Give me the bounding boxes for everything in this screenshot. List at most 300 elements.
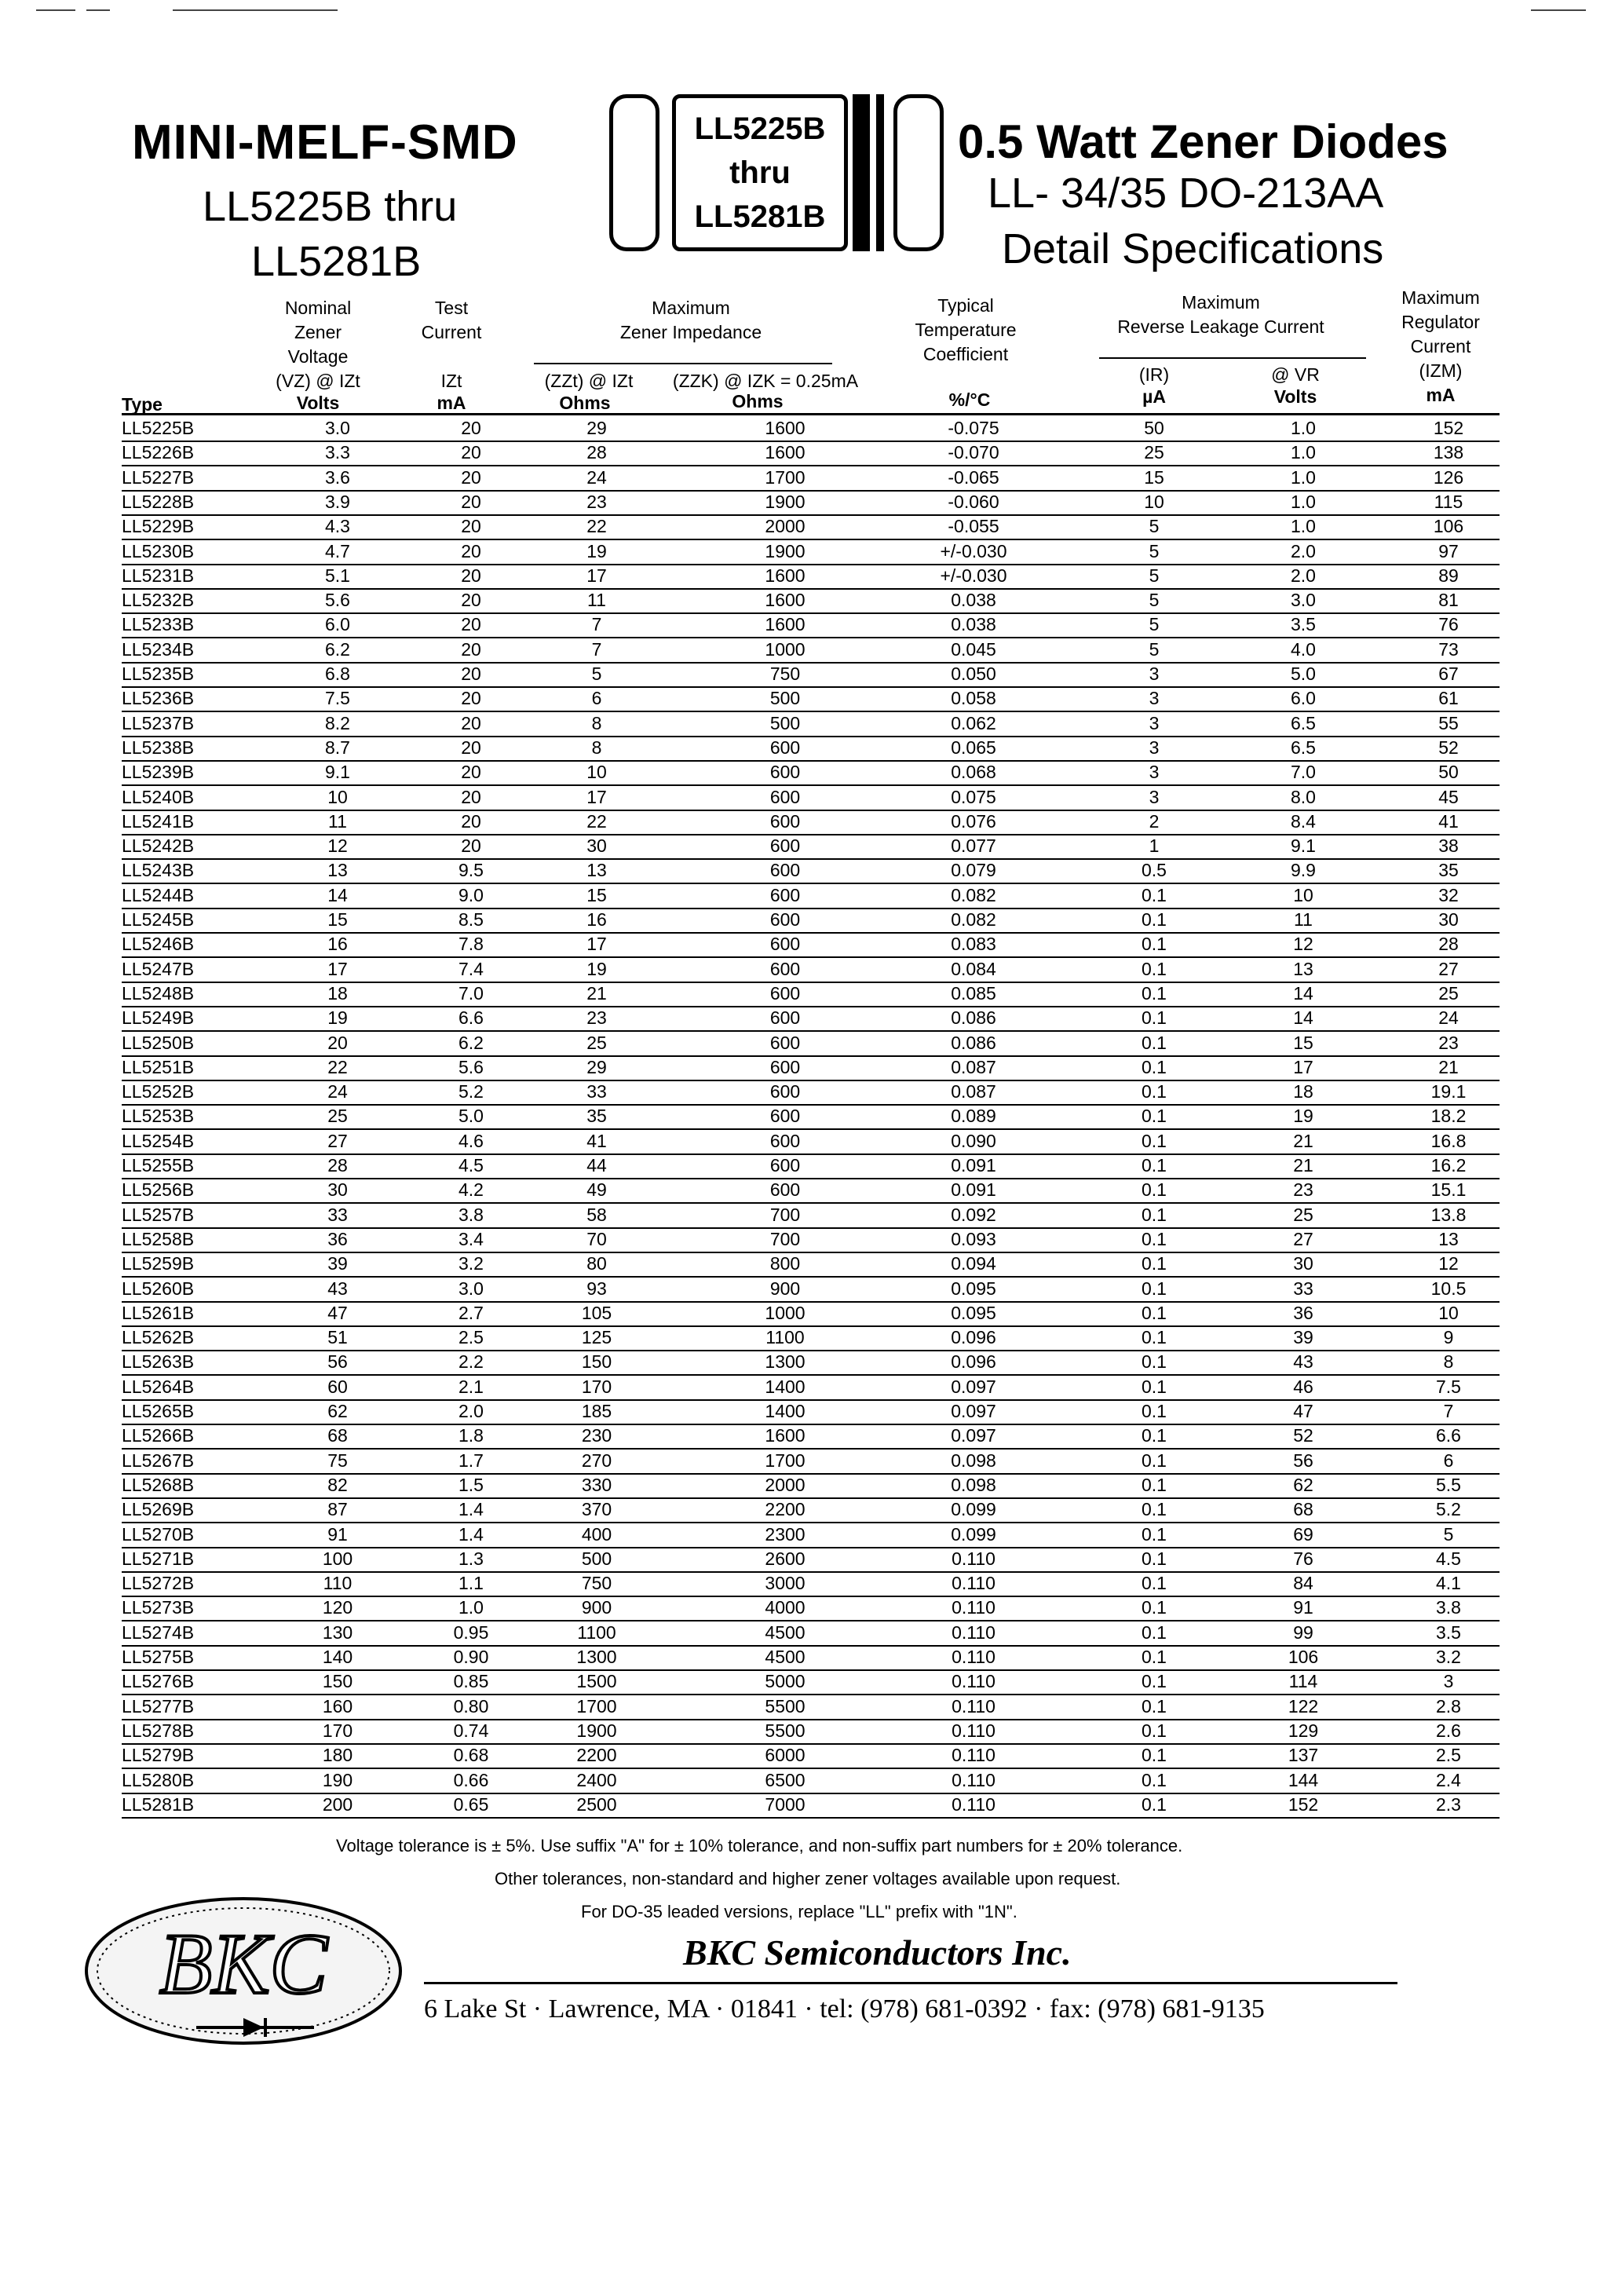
table-row	[122, 982, 1500, 1007]
table-row	[122, 957, 1500, 983]
cell-zzk: 2600	[765, 1548, 806, 1569]
cell-zzk: 1600	[765, 418, 806, 438]
cell-type: LL5269B	[122, 1499, 195, 1520]
cell-reverse-voltage: 2.0	[1291, 565, 1316, 586]
cell-test-current: 20	[461, 810, 481, 832]
cell-regulator-current: 38	[1438, 835, 1459, 857]
header-max-reverse: Maximum Reverse Leakage Current	[1117, 292, 1324, 337]
cell-regulator-current: 9	[1443, 1327, 1454, 1348]
cell-reverse-current: 5	[1149, 590, 1160, 611]
cell-temp-coeff: 0.098	[951, 1474, 996, 1495]
cell-zzk: 600	[769, 737, 801, 758]
cell-zzk: 500	[769, 712, 801, 733]
cell-zzk: 700	[769, 1204, 801, 1225]
cell-temp-coeff: 0.086	[951, 1032, 996, 1053]
diode-band	[876, 94, 884, 251]
diode-cap-left	[609, 94, 659, 251]
cell-zzt: 2400	[576, 1769, 617, 1790]
cell-zener-voltage: 8.7	[325, 737, 350, 758]
cell-regulator-current: 4.5	[1436, 1548, 1461, 1569]
header-nominal: Nominal Zener Voltage (VZ) @ IZt	[276, 298, 360, 391]
cell-temp-coeff: 0.097	[951, 1401, 996, 1421]
cell-zzt: 28	[586, 442, 607, 463]
cell-zzk: 6000	[765, 1745, 806, 1766]
cell-type: LL5272B	[122, 1573, 195, 1594]
cell-regulator-current: 50	[1438, 762, 1459, 783]
cell-type: LL5238B	[122, 737, 195, 758]
cell-zener-voltage: 56	[327, 1351, 348, 1373]
cell-reverse-current: 5	[1149, 565, 1160, 586]
cell-reverse-voltage: 4.0	[1291, 638, 1316, 660]
cell-zzt: 185	[581, 1401, 612, 1421]
cell-type: LL5225B	[122, 418, 195, 438]
cell-reverse-current: 1	[1149, 835, 1160, 857]
cell-reverse-current: 0.1	[1142, 1647, 1167, 1667]
cell-temp-coeff: 0.082	[951, 884, 996, 905]
cell-reverse-current: 0.1	[1142, 1056, 1167, 1077]
cell-reverse-current: 3	[1149, 786, 1160, 807]
cell-zzk: 6500	[765, 1769, 806, 1790]
cell-zzk: 1000	[765, 638, 806, 660]
cell-type: LL5267B	[122, 1450, 195, 1471]
cell-reverse-voltage: 1.0	[1291, 466, 1316, 488]
cell-reverse-current: 0.1	[1142, 884, 1167, 905]
scan-mark	[86, 9, 110, 11]
cell-zzt: 330	[581, 1474, 612, 1495]
scan-mark	[173, 9, 338, 11]
cell-regulator-current: 3	[1443, 1671, 1454, 1692]
cell-zzt: 25	[586, 1032, 607, 1053]
cell-temp-coeff: 0.110	[952, 1621, 995, 1643]
cell-reverse-voltage: 114	[1288, 1671, 1318, 1692]
cell-reverse-current: 0.1	[1142, 1228, 1167, 1249]
cell-zzt: 230	[581, 1425, 612, 1446]
cell-type: LL5273B	[122, 1597, 195, 1618]
cell-temp-coeff: -0.065	[948, 466, 999, 488]
header-type: Type	[122, 394, 163, 415]
table-row	[122, 1252, 1500, 1278]
cell-type: LL5247B	[122, 958, 195, 979]
unit-ma: mA	[1426, 385, 1456, 405]
table-row	[122, 1523, 1500, 1548]
cell-zener-voltage: 28	[327, 1155, 348, 1175]
cell-type: LL5256B	[122, 1179, 195, 1201]
cell-regulator-current: 8	[1443, 1351, 1454, 1373]
cell-type: LL5243B	[122, 860, 195, 881]
cell-zzk: 3000	[765, 1573, 806, 1594]
table-row	[122, 416, 1500, 442]
cell-zzk: 2200	[765, 1499, 806, 1520]
cell-zzk: 1600	[765, 614, 806, 635]
cell-test-current: 0.85	[453, 1671, 489, 1692]
cell-regulator-current: 73	[1438, 638, 1459, 660]
cell-zener-voltage: 9.1	[325, 762, 350, 783]
table-row	[122, 1104, 1500, 1130]
cell-type: LL5259B	[122, 1253, 195, 1274]
cell-zzk: 2300	[765, 1523, 806, 1545]
cell-regulator-current: 2.4	[1436, 1769, 1461, 1790]
cell-temp-coeff: 0.099	[951, 1523, 996, 1545]
cell-reverse-current: 5	[1149, 540, 1160, 561]
cell-temp-coeff: 0.079	[951, 860, 996, 881]
cell-temp-coeff: +/-0.030	[940, 565, 1007, 586]
table-row	[122, 1055, 1500, 1081]
cell-type: LL5242B	[122, 835, 195, 857]
cell-test-current: 20	[461, 418, 481, 438]
cell-temp-coeff: 0.082	[951, 909, 996, 930]
cell-test-current: 9.5	[458, 860, 484, 881]
cell-temp-coeff: 0.090	[951, 1130, 996, 1151]
cell-regulator-current: 3.2	[1436, 1647, 1461, 1667]
cell-test-current: 8.5	[458, 909, 484, 930]
cell-zzk: 4000	[765, 1597, 806, 1618]
cell-zener-voltage: 51	[327, 1327, 348, 1348]
cell-regulator-current: 5.2	[1436, 1499, 1461, 1520]
cell-regulator-current: 97	[1438, 540, 1459, 561]
cell-test-current: 20	[461, 565, 481, 586]
cell-zzk: 600	[769, 1179, 801, 1201]
cell-type: LL5270B	[122, 1523, 195, 1545]
table-row	[122, 1473, 1500, 1499]
cell-reverse-voltage: 106	[1288, 1647, 1319, 1667]
cell-zzt: 16	[586, 909, 607, 930]
cell-zener-voltage: 190	[322, 1769, 353, 1790]
cell-zzt: 500	[581, 1548, 612, 1569]
cell-test-current: 0.66	[453, 1769, 489, 1790]
cell-zener-voltage: 25	[327, 1106, 348, 1127]
unit-ohms: Ohms	[732, 391, 784, 411]
cell-reverse-voltage: 152	[1288, 1793, 1319, 1815]
cell-zzk: 1300	[765, 1351, 806, 1373]
cell-reverse-voltage: 30	[1293, 1253, 1313, 1274]
reverse-rule	[1099, 357, 1366, 359]
cell-regulator-current: 7	[1443, 1401, 1454, 1421]
cell-zzt: 29	[586, 1056, 607, 1077]
cell-zener-voltage: 82	[327, 1474, 348, 1495]
cell-reverse-voltage: 3.0	[1291, 590, 1316, 611]
cell-zener-voltage: 4.3	[325, 516, 350, 537]
cell-zener-voltage: 6.8	[325, 664, 350, 684]
cell-regulator-current: 10	[1438, 1302, 1459, 1323]
cell-regulator-current: 52	[1438, 737, 1459, 758]
cell-temp-coeff: -0.070	[948, 442, 999, 463]
cell-regulator-current: 7.5	[1436, 1376, 1461, 1397]
cell-test-current: 20	[461, 762, 481, 783]
cell-temp-coeff: 0.096	[951, 1351, 996, 1373]
table-row	[122, 514, 1500, 540]
cell-regulator-current: 28	[1438, 934, 1459, 955]
cell-reverse-voltage: 14	[1293, 982, 1313, 1004]
cell-type: LL5274B	[122, 1621, 195, 1643]
cell-temp-coeff: -0.075	[948, 418, 999, 438]
cell-zener-voltage: 6.0	[325, 614, 350, 635]
cell-reverse-voltage: 9.9	[1291, 860, 1316, 881]
cell-reverse-voltage: 9.1	[1291, 835, 1316, 857]
cell-temp-coeff: 0.050	[951, 664, 996, 684]
cell-zener-voltage: 4.7	[325, 540, 350, 561]
cell-zener-voltage: 110	[323, 1573, 353, 1594]
cell-zzt: 80	[586, 1253, 607, 1274]
note-tolerance: Voltage tolerance is ± 5%. Use suffix "A" for ± 10% tolerance, and non-suffix part numbers for ± 20% tolerance.	[336, 1836, 1183, 1855]
cell-temp-coeff: 0.091	[951, 1179, 996, 1201]
cell-type: LL5227B	[122, 466, 195, 488]
cell-reverse-current: 0.1	[1142, 1204, 1167, 1225]
cell-regulator-current: 126	[1433, 466, 1464, 488]
cell-regulator-current: 89	[1438, 565, 1459, 586]
cell-temp-coeff: 0.110	[952, 1671, 995, 1692]
cell-reverse-voltage: 7.0	[1291, 762, 1316, 783]
table-row	[122, 1793, 1500, 1819]
cell-zzt: 2200	[576, 1745, 617, 1766]
header-vr: @ VR	[1271, 364, 1320, 385]
unit-volts: Volts	[296, 393, 340, 413]
cell-temp-coeff: 0.095	[951, 1302, 996, 1323]
cell-type: LL5277B	[122, 1695, 195, 1717]
cell-reverse-voltage: 144	[1288, 1769, 1319, 1790]
cell-test-current: 1.1	[458, 1573, 484, 1594]
cell-zener-voltage: 13	[327, 860, 348, 881]
cell-regulator-current: 81	[1438, 590, 1459, 611]
cell-reverse-current: 0.5	[1142, 860, 1167, 881]
cell-temp-coeff: 0.045	[951, 638, 996, 660]
cell-zzt: 13	[586, 860, 607, 881]
cell-type: LL5280B	[122, 1769, 195, 1790]
cell-reverse-voltage: 10	[1293, 884, 1313, 905]
cell-regulator-current: 2.6	[1436, 1720, 1461, 1741]
cell-zzk: 5500	[765, 1695, 806, 1717]
cell-zzt: 1500	[576, 1671, 617, 1692]
cell-reverse-current: 0.1	[1142, 1450, 1167, 1471]
table-row	[122, 785, 1500, 811]
cell-reverse-voltage: 6.0	[1291, 688, 1316, 709]
cell-zzk: 1100	[765, 1327, 805, 1348]
cell-zener-voltage: 19	[327, 1007, 348, 1029]
cell-regulator-current: 55	[1438, 712, 1459, 733]
cell-reverse-voltage: 129	[1288, 1720, 1319, 1741]
cell-zzk: 600	[769, 1007, 801, 1029]
cell-zener-voltage: 7.5	[325, 688, 350, 709]
cell-temp-coeff: 0.095	[951, 1278, 996, 1299]
cell-reverse-current: 10	[1144, 491, 1164, 512]
cell-test-current: 0.95	[453, 1621, 489, 1643]
cell-regulator-current: 12	[1438, 1253, 1459, 1274]
table-row	[122, 638, 1500, 664]
cell-test-current: 0.90	[453, 1647, 489, 1667]
cell-temp-coeff: 0.110	[952, 1647, 995, 1667]
header-ir: (IR)	[1138, 364, 1170, 385]
cell-regulator-current: 10.5	[1430, 1278, 1467, 1299]
cell-type: LL5261B	[122, 1302, 195, 1323]
cell-zzt: 70	[586, 1228, 607, 1249]
table-row	[122, 1596, 1500, 1621]
cell-test-current: 20	[461, 712, 481, 733]
cell-test-current: 20	[461, 516, 481, 537]
cell-reverse-current: 3	[1149, 664, 1160, 684]
table-row	[122, 1203, 1500, 1229]
table-row	[122, 539, 1500, 565]
cell-type: LL5253B	[122, 1106, 195, 1127]
cell-zzt: 750	[581, 1573, 612, 1594]
cell-regulator-current: 3.5	[1436, 1621, 1461, 1643]
cell-zzk: 600	[769, 958, 801, 979]
table-row	[122, 1399, 1500, 1425]
cell-zzt: 5	[591, 664, 602, 684]
table-row	[122, 1449, 1500, 1475]
cell-temp-coeff: 0.096	[951, 1327, 996, 1348]
cell-zener-voltage: 39	[327, 1253, 348, 1274]
cell-type: LL5260B	[122, 1278, 195, 1299]
cell-reverse-current: 0.1	[1142, 1621, 1167, 1643]
header-max-regulator: Maximum Regulator Current (IZM)	[1401, 287, 1480, 381]
cell-temp-coeff: 0.093	[951, 1228, 996, 1249]
cell-temp-coeff: 0.094	[951, 1253, 996, 1274]
cell-reverse-voltage: 47	[1293, 1401, 1313, 1421]
cell-reverse-voltage: 3.5	[1291, 614, 1316, 635]
cell-reverse-voltage: 39	[1293, 1327, 1313, 1348]
cell-zzt: 125	[581, 1327, 612, 1348]
cell-zzt: 21	[586, 982, 607, 1004]
cell-zzt: 8	[591, 712, 602, 733]
cell-test-current: 20	[461, 466, 481, 488]
cell-temp-coeff: 0.083	[951, 934, 996, 955]
cell-zener-voltage: 100	[322, 1548, 353, 1569]
cell-zener-voltage: 140	[322, 1647, 353, 1667]
cell-zzt: 170	[581, 1376, 612, 1397]
cell-reverse-voltage: 21	[1293, 1130, 1313, 1151]
cell-regulator-current: 16.2	[1430, 1155, 1467, 1175]
cell-zzt: 8	[591, 737, 602, 758]
cell-reverse-voltage: 43	[1293, 1351, 1313, 1373]
cell-temp-coeff: +/-0.030	[940, 540, 1007, 561]
cell-zener-voltage: 43	[327, 1278, 348, 1299]
cell-regulator-current: 15.1	[1430, 1179, 1467, 1201]
table-row	[122, 834, 1500, 860]
cell-zzt: 49	[586, 1179, 607, 1201]
cell-zzt: 370	[581, 1499, 612, 1520]
cell-regulator-current: 25	[1438, 982, 1459, 1004]
cell-temp-coeff: 0.038	[951, 590, 996, 611]
cell-zener-voltage: 5.6	[325, 590, 350, 611]
cell-reverse-voltage: 8.0	[1291, 786, 1316, 807]
cell-zzk: 600	[769, 835, 801, 857]
cell-zener-voltage: 36	[327, 1228, 348, 1249]
cell-zzk: 600	[769, 1056, 801, 1077]
cell-type: LL5276B	[122, 1671, 195, 1692]
cell-zzk: 1700	[765, 1450, 806, 1471]
cell-reverse-current: 0.1	[1142, 1376, 1167, 1397]
cell-reverse-current: 5	[1149, 614, 1160, 635]
cell-type: LL5239B	[122, 762, 195, 783]
table-row	[122, 908, 1500, 934]
cell-test-current: 20	[461, 786, 481, 807]
cell-test-current: 4.2	[458, 1179, 484, 1201]
cell-zener-voltage: 17	[327, 958, 348, 979]
table-row	[122, 1621, 1500, 1647]
cell-type: LL5279B	[122, 1745, 195, 1766]
cell-zzk: 600	[769, 909, 801, 930]
cell-zener-voltage: 10	[327, 786, 348, 807]
cell-type: LL5229B	[122, 516, 195, 537]
cell-test-current: 1.7	[458, 1450, 484, 1471]
cell-zzk: 700	[769, 1228, 801, 1249]
cell-reverse-current: 0.1	[1142, 1597, 1167, 1618]
cell-reverse-current: 0.1	[1142, 1720, 1167, 1741]
cell-regulator-current: 4.1	[1436, 1573, 1461, 1594]
cell-test-current: 0.65	[453, 1793, 489, 1815]
cell-zener-voltage: 27	[327, 1130, 348, 1151]
cell-zzk: 1700	[765, 466, 806, 488]
cell-test-current: 5.0	[458, 1106, 484, 1127]
cell-zzt: 22	[586, 516, 607, 537]
cell-zener-voltage: 24	[327, 1081, 348, 1102]
table-row	[122, 1768, 1500, 1794]
cell-reverse-current: 3	[1149, 762, 1160, 783]
cell-temp-coeff: 0.110	[952, 1769, 995, 1790]
cell-zener-voltage: 75	[327, 1450, 348, 1471]
cell-type: LL5281B	[122, 1793, 195, 1815]
table-row	[122, 466, 1500, 492]
cell-zener-voltage: 180	[322, 1745, 353, 1766]
cell-zzk: 2000	[765, 516, 806, 537]
cell-zener-voltage: 62	[327, 1401, 348, 1421]
cell-reverse-voltage: 21	[1293, 1155, 1313, 1175]
cell-zzk: 1000	[765, 1302, 806, 1323]
cell-zzt: 2500	[576, 1793, 617, 1815]
cell-zzk: 1900	[765, 491, 806, 512]
cell-temp-coeff: 0.110	[952, 1720, 995, 1741]
cell-test-current: 20	[461, 638, 481, 660]
cell-test-current: 3.2	[458, 1253, 484, 1274]
cell-zzt: 24	[586, 466, 607, 488]
cell-zzk: 800	[769, 1253, 801, 1274]
cell-zzt: 23	[586, 1007, 607, 1029]
cell-zzk: 750	[769, 664, 801, 684]
cell-reverse-current: 0.1	[1142, 1007, 1167, 1029]
table-row	[122, 1325, 1500, 1351]
cell-zzt: 93	[586, 1278, 607, 1299]
cell-reverse-voltage: 84	[1293, 1573, 1313, 1594]
cell-zzk: 1900	[765, 540, 806, 561]
cell-type: LL5235B	[122, 664, 195, 684]
unit-ua: µA	[1142, 386, 1166, 407]
cell-reverse-current: 0.1	[1142, 1032, 1167, 1053]
cell-zzk: 600	[769, 1106, 801, 1127]
cell-reverse-current: 0.1	[1142, 1425, 1167, 1446]
cell-zener-voltage: 15	[327, 909, 348, 930]
cell-zener-voltage: 18	[327, 982, 348, 1004]
table-row	[122, 1497, 1500, 1523]
table-row	[122, 1743, 1500, 1769]
cell-zzt: 11	[587, 590, 606, 611]
cell-regulator-current: 152	[1433, 418, 1464, 438]
cell-zzt: 10	[586, 762, 607, 783]
cell-reverse-current: 0.1	[1142, 1327, 1167, 1348]
cell-zzk: 600	[769, 810, 801, 832]
cell-type: LL5228B	[122, 491, 195, 512]
cell-reverse-current: 3	[1149, 737, 1160, 758]
cell-regulator-current: 19.1	[1430, 1081, 1467, 1102]
cell-zzt: 270	[581, 1450, 612, 1471]
header-test-current: Test Current IZt	[421, 298, 482, 391]
table-row	[122, 1571, 1500, 1597]
unit-volts: Volts	[1273, 386, 1317, 407]
part-number-badge	[609, 94, 944, 248]
cell-reverse-current: 0.1	[1142, 1401, 1167, 1421]
cell-zzk: 600	[769, 1081, 801, 1102]
cell-zzk: 600	[769, 762, 801, 783]
cell-zzt: 19	[586, 958, 607, 979]
cell-zzk: 600	[769, 1130, 801, 1151]
